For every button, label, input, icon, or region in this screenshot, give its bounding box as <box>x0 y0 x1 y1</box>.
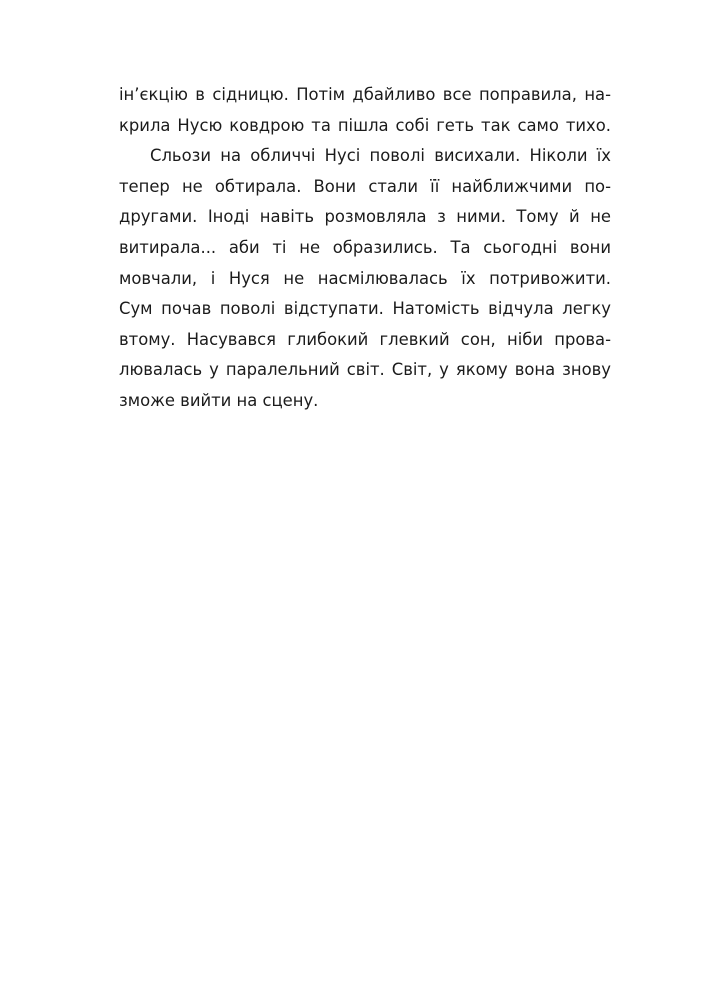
text-line: крила Нусю ковдрою та пішла собі геть так само тихо. <box>119 115 611 135</box>
text-line: зможе вийти на сцену. <box>119 390 319 410</box>
body-text <box>119 80 611 417</box>
text-line: витирала... аби ті не образились. Та сьогодні вони <box>119 237 611 257</box>
text-line: другами. Іноді навіть розмовляла з ними. Тому й не <box>119 207 611 227</box>
text-line: тепер не обтирала. Вони стали її найближчими по- <box>119 176 611 196</box>
text-line: лювалась у паралельний світ. Світ, у якому вона знову <box>119 360 611 380</box>
text-line: втому. Насувався глибокий глевкий сон, ніби прова- <box>119 329 611 349</box>
text-line: ін’єкцію в сідницю. Потім дбайливо все поправила, на- <box>119 85 611 104</box>
text-line: Сльози на обличчі Нусі поволі висихали. Ніколи їх <box>150 146 611 166</box>
text-line: Сум почав поволі відступати. Натомість відчула легку <box>119 299 611 319</box>
text-line: мовчали, і Нуся не насмілювалась їх потривожити. <box>119 268 611 288</box>
